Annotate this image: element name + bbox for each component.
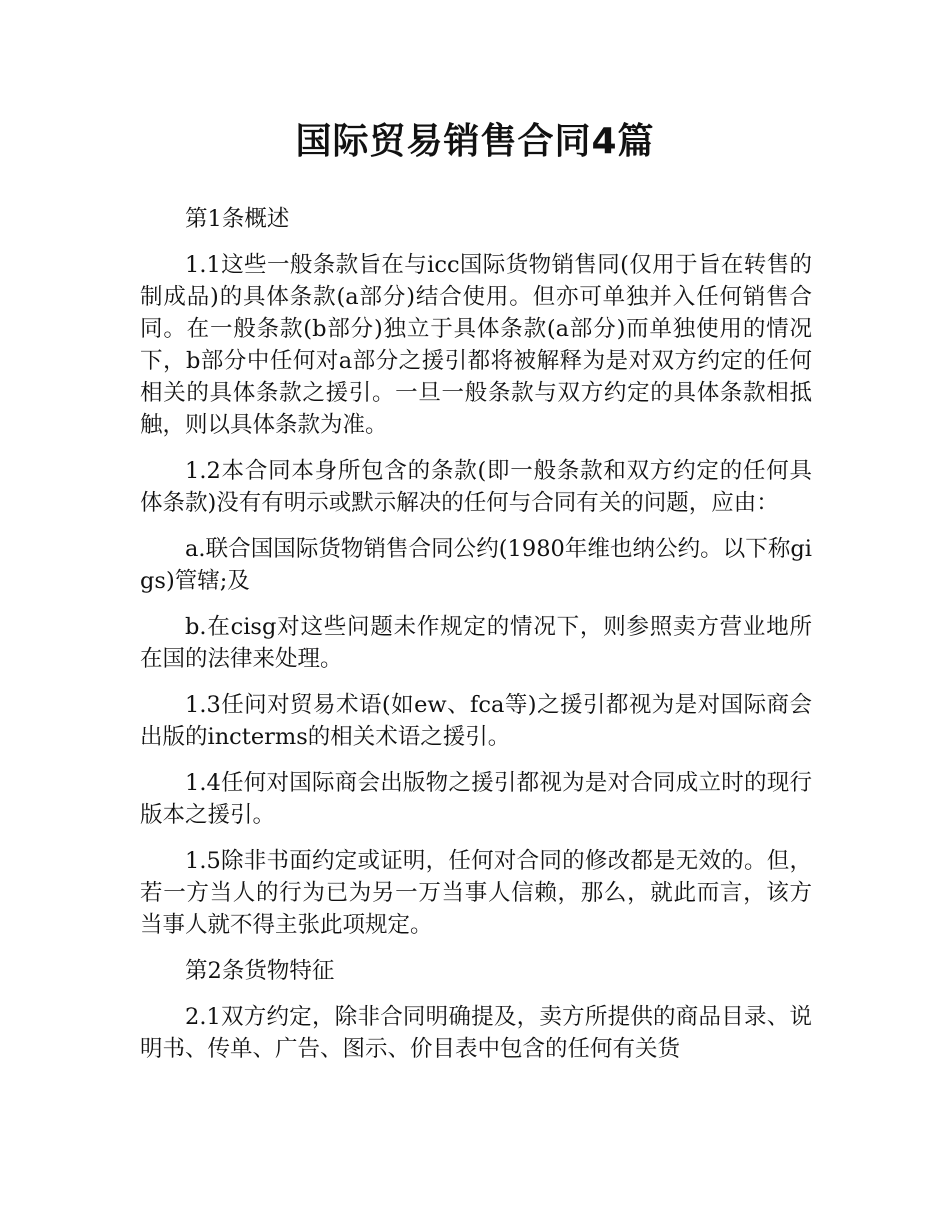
- document-title: 国际贸易销售合同4篇: [295, 121, 655, 162]
- paragraph-2-1: 2.1双方约定，除非合同明确提及，卖方所提供的商品目录、说明书、传单、广告、图示、价目表中包含的任何有关货: [140, 1004, 812, 1062]
- paragraph-1-3: 1.3任问对贸易术语(如ew、fca等)之援引都视为是对国际商会出版的incterms的相关术语之援引。: [140, 692, 812, 750]
- section-heading-1: 第1条概述: [185, 206, 290, 232]
- paragraph-1-5: 1.5除非书面约定或证明，任何对合同的修改都是无效的。但，若一方当人的行为已为另一万当事人信赖，那么，就此而言，该方当事人就不得主张此项规定。: [140, 848, 812, 938]
- paragraph-1-2-b: b.在cisg对这些问题未作规定的情况下，则参照卖方营业地所在国的法律来处理。: [140, 614, 812, 672]
- paragraph-1-1: 1.1这些一般条款旨在与icc国际货物销售同(仅用于旨在转售的制成品)的具体条款(a部分)结合使用。但亦可单独并入任何销售合同。在一般条款(b部分)独立于具体条款(a部分)而单独使用的情况下，b部分中任何对a部分之援引都将被解释为是对双方约定的任何相关的具体条款之援引。一旦一般条款与双方约定的具体条款相抵触，则以具体条款为准。: [140, 252, 812, 438]
- paragraph-1-2: 1.2本合同本身所包含的条款(即一般条款和双方约定的任何具体条款)没有有明示或默示解决的任何与合同有关的问题，应由：: [140, 458, 812, 516]
- paragraph-1-2-a: a.联合国国际货物销售合同公约(1980年维也纳公约。以下称gigs)管辖;及: [140, 536, 812, 594]
- paragraph-1-4: 1.4任何对国际商会出版物之援引都视为是对合同成立时的现行版本之援引。: [140, 770, 812, 828]
- section-heading-2: 第2条货物特征: [185, 958, 335, 984]
- document-body: [140, 203, 812, 1079]
